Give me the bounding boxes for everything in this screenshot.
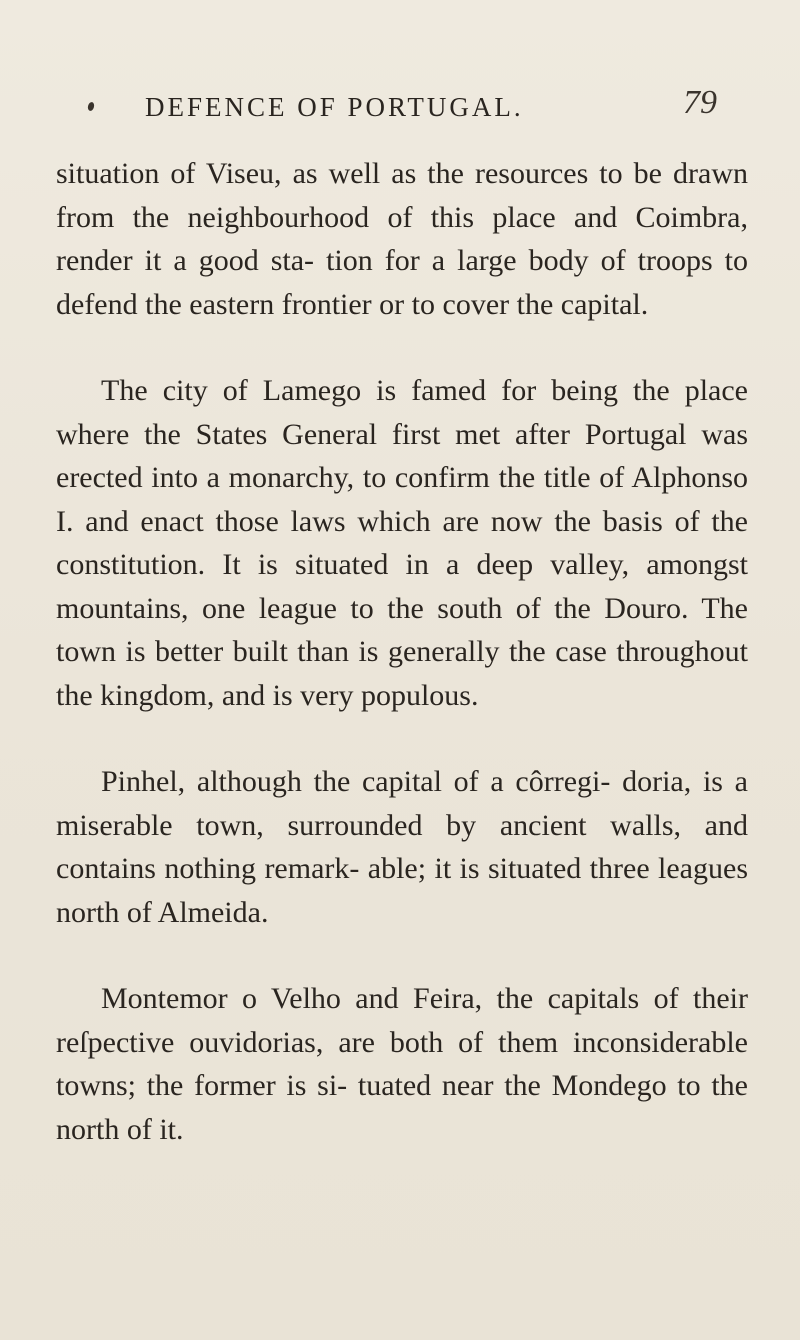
- running-head: [56, 84, 756, 134]
- header-title: DEFENCE OF PORTUGAL.: [145, 92, 524, 122]
- page-number: 79: [683, 84, 717, 121]
- paragraph-lamego: The city of Lamego is famed for being the place where the States General first met after Portugal was erected into a monarchy, to confirm the title of Alphonso I. and enact those laws which are now the basis of the constitution. It is situated in a deep valley, amongst mountains, one league to the south of the Douro. The town is better built than is generally the case throughout the kingdom, and is very populous.: [56, 374, 748, 712]
- paragraph-montemor: Montemor o Velho and Feira, the capitals of their reſpective ouvidorias, are both of them inconsiderable towns; the former is si- tuated near the Mondego to the north of it.: [56, 982, 748, 1146]
- body-text: [56, 152, 748, 1151]
- paragraph-pinhel: Pinhel, although the capital of a côrregi- doria, is a miserable town, surrounded by ancient walls, and contains nothing remark- able; it is situated three leagues north of Almeida.: [56, 765, 748, 929]
- paragraph-viseu: situation of Viseu, as well as the resources to be drawn from the neighbourhood of this place and Coimbra, render it a good sta- tion for a large body of troops to defend the eastern frontier or to cover the capital.: [56, 157, 748, 321]
- printer-mark: [87, 101, 95, 111]
